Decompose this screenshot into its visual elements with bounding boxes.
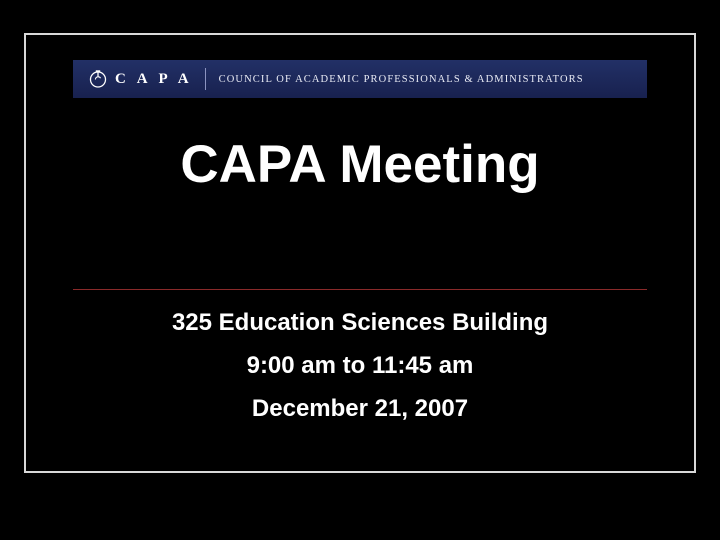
page-title: CAPA Meeting [180,135,540,194]
banner-divider [205,68,206,90]
capa-banner [73,60,647,98]
horizontal-rule [73,289,647,290]
detail-date: December 21, 2007 [251,395,469,422]
detail-location: 325 Education Sciences Building [171,309,549,336]
meeting-details [0,301,720,430]
banner-full-name: COUNCIL OF ACADEMIC PROFESSIONALS & ADMINISTRATORS [218,73,584,85]
capa-circle-logo-icon [87,68,109,90]
banner-acronym: C A P A [115,70,193,87]
detail-time: 9:00 am to 11:45 am [246,352,474,379]
